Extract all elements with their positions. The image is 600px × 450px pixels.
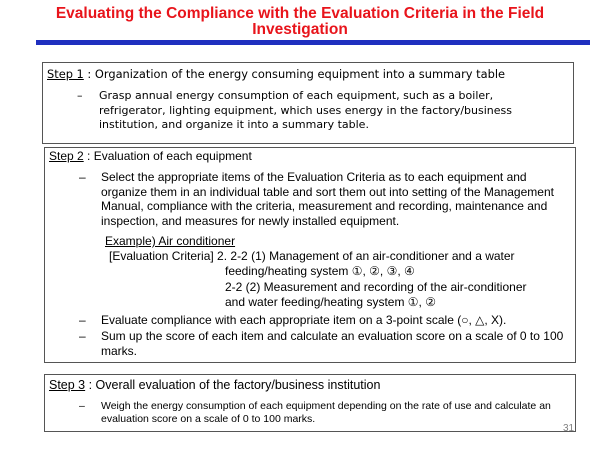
bullet-dash: – [79, 400, 85, 412]
criteria-line-2: feeding/heating system ①, ②, ③, ④ [225, 264, 415, 278]
criteria-line-3: 2-2 (2) Measurement and recording of the air-conditioner [225, 280, 527, 294]
step2-heading-text: : Evaluation of each equipment [83, 149, 252, 163]
title-underline-bar [36, 40, 590, 45]
step1-box [42, 62, 574, 144]
step1-bullet-text: Grasp annual energy consumption of each equipment, such as a boiler, refrigerator, lighting equipment, which uses energy in the factory/business institution, and organize it into a summary table. [99, 89, 512, 131]
page-number: 31 [563, 423, 575, 434]
step1-label: Step 1 [47, 67, 84, 81]
step3-heading [49, 378, 380, 392]
step3-heading-text: : Overall evaluation of the factory/business institution [85, 378, 381, 392]
step2-box [44, 147, 576, 363]
example-label: Example) Air conditioner [105, 234, 236, 248]
criteria-line-1: [Evaluation Criteria] 2. 2-2 (1) Management of an air-conditioner and a water [109, 249, 515, 263]
step3-bullet-text: Weigh the energy consumption of each equipment depending on the rate of use and calculate an evaluation score on a scale of 0 to 100 marks. [101, 400, 551, 425]
bullet-dash: – [79, 329, 86, 343]
criteria-line-4: and water feeding/heating system ①, ② [225, 295, 436, 309]
step3-label: Step 3 [49, 378, 86, 392]
step2-bullet-3-text: Sum up the score of each item and calculate an evaluation score on a scale of 0 to 100 marks. [101, 329, 564, 358]
step2-label: Step 2 [49, 149, 84, 163]
step1-heading [47, 67, 505, 81]
page-title: Evaluating the Compliance with the Evaluation Criteria in the Field Investigation [55, 5, 545, 38]
step2-bullet-2-text: Evaluate compliance with each appropriate item on a 3-point scale (○, △, X). [101, 313, 507, 327]
bullet-dash: – [77, 89, 83, 102]
bullet-dash: – [79, 170, 86, 184]
step1-heading-text: : Organization of the energy consuming equipment into a summary table [83, 67, 506, 81]
step2-heading [49, 149, 252, 163]
bullet-dash: – [79, 313, 86, 327]
step2-bullet-1-text: Select the appropriate items of the Evaluation Criteria as to each equipment and organize them in an individual table and sort them out into setting of the Management Manual, compliance with the criteria, measurement and recording, maintenance and inspection, and measures for newly installed equipment. [101, 170, 554, 228]
step3-box [44, 374, 576, 432]
